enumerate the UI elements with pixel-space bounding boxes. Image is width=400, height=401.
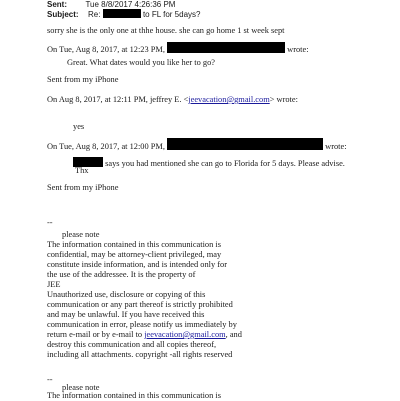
subject-row — [47, 9, 200, 20]
on3-line — [47, 138, 347, 152]
quote-line — [73, 157, 345, 169]
disclaimer-line: communication or any part thereof is strictly prohibited — [47, 300, 233, 309]
disclaimer-text: return e-mail or by e-mail to — [47, 330, 145, 339]
sent-label: Sent: — [47, 0, 67, 9]
disclaimer-line: Unauthorized use, disclosure or copying of this — [47, 290, 206, 299]
subject-label: Subject: — [47, 10, 79, 19]
disclaimer-line: and may be unlawful. If you have received this — [47, 310, 205, 319]
disclaimer-please-note: please note — [62, 230, 100, 239]
disclaimer-line: JEE — [47, 280, 61, 289]
sent-from-1: Sent from my iPhone — [47, 75, 119, 84]
disclaimer-line-email — [47, 330, 242, 340]
disclaimer-line: The information contained in this communication is — [47, 240, 221, 249]
email-link[interactable]: jeevacation@gmail.com — [144, 330, 226, 339]
disclaimer-dashes: -- — [47, 375, 53, 384]
on2-prefix: On Aug 8, 2017, at 12:11 PM, jeffrey E. < — [47, 95, 189, 104]
on2-suffix: > wrote: — [269, 95, 298, 104]
subject-suffix: to FL for 5days? — [142, 10, 201, 19]
on1-line — [47, 42, 309, 55]
yes-line: yes — [73, 122, 85, 131]
disclaimer-line: confidential, may be attorney-client privileged, may — [47, 250, 222, 259]
redaction-box — [167, 42, 285, 53]
on1-prefix: On Tue, Aug 8, 2017, at 12:23 PM, — [47, 45, 165, 54]
body-line-1: sorry she is the only one at thhe house. she can go home 1 st week sept — [47, 26, 285, 35]
on2-line — [47, 95, 298, 105]
disclaimer-line: The information contained in this communication is — [47, 391, 221, 400]
disclaimer-dashes: -- — [47, 218, 53, 227]
thx-line: Thx — [75, 166, 89, 175]
email-link[interactable]: jeevacation@gmail.com — [188, 95, 270, 104]
on1-suffix: wrote: — [287, 45, 309, 54]
disclaimer-text: , and — [225, 330, 242, 339]
redaction-box — [167, 138, 323, 150]
disclaimer-line: communication in error, please notify us immediately by — [47, 320, 237, 329]
quote-text: says you had mentioned she can go to Florida for 5 days. Please advise. — [105, 159, 345, 168]
disclaimer-line: destroy this communication and all copies thereof, — [47, 340, 217, 349]
reply-1: Great. What dates would you like her to go? — [67, 58, 215, 67]
sent-from-2: Sent from my iPhone — [47, 183, 119, 192]
sent-value: Tue 8/8/2017 4:26:36 PM — [85, 0, 176, 9]
redaction-box — [103, 9, 141, 18]
disclaimer-line: including all attachments. copyright -all rights reserved — [47, 350, 233, 359]
disclaimer-please-note: please note — [62, 383, 100, 392]
on3-prefix: On Tue, Aug 8, 2017, at 12:00 PM, — [47, 142, 165, 151]
disclaimer-line: constitute inside information, and is intended only for — [47, 260, 228, 269]
disclaimer-line: the use of the addressee. It is the property of — [47, 270, 196, 279]
on3-suffix: wrote: — [325, 142, 347, 151]
subject-prefix: Re: — [88, 10, 101, 19]
